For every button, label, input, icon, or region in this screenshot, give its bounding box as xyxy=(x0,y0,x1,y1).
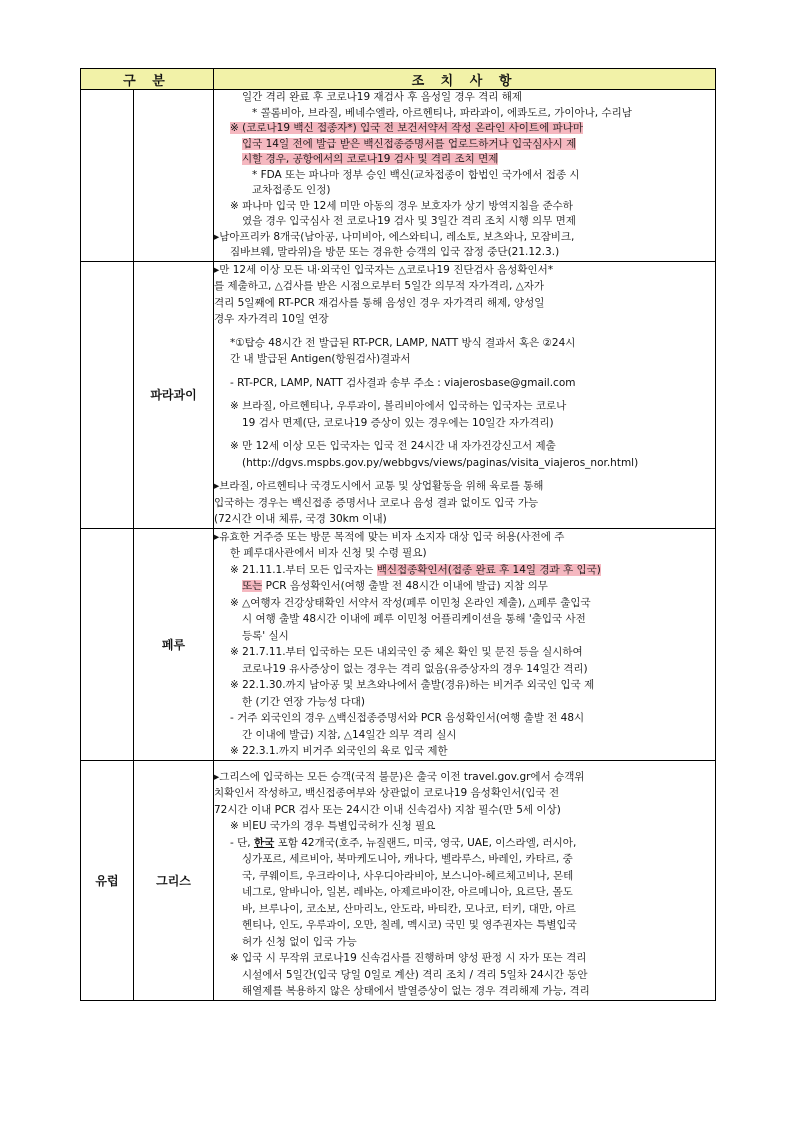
text-line xyxy=(214,578,715,595)
text-line: 치확인서 작성하고, 백신접종여부와 상관없이 코로나19 음성확인서(입국 전 xyxy=(214,787,560,799)
text-line: 시 여행 출발 48시간 이내에 페루 이민청 어플리케이션을 통해 '출입국 사전 xyxy=(242,613,586,625)
highlight-text: 백신접종확인서(접종 완료 후 14일 경과 후 입국) xyxy=(376,563,601,576)
text-line: 였을 경우 입국심사 전 코로나19 검사 및 3일간 격리 조치 시행 의무 면제 xyxy=(242,215,576,227)
text-line: 19 검사 면제(단, 코로나19 증상이 있는 경우에는 10일간 자가격리) xyxy=(242,416,554,429)
text-line: - RT-PCR, LAMP, NATT 검사결과 송부 주소 : viajerosbase@gmail.com xyxy=(230,376,576,389)
country-name-peru: 페루 xyxy=(134,528,214,760)
text-line xyxy=(214,152,715,168)
text-line xyxy=(214,562,715,579)
region-cell-empty xyxy=(81,90,134,262)
text-line: 격리 5일째에 RT-PCR 재검사를 통해 음성인 경우 자가격리 해제, 양성일 xyxy=(214,296,545,309)
text-line: 등록' 실시 xyxy=(242,629,289,642)
text-line: 간 이내에 발급) 지참, △14일간 의무 격리 실시 xyxy=(242,728,457,741)
text-line: ※ 파나마 입국 만 12세 미만 아동의 경우 보호자가 상기 방역지침을 준수하 xyxy=(230,199,573,212)
text-line: * FDA 또는 파나마 정부 승인 백신(교차접종이 합법인 국가에서 접종 시 xyxy=(252,168,580,181)
text-line: 를 제출하고, △검사를 받은 시점으로부터 5일간 의무적 자가격리, △자가 xyxy=(214,280,545,292)
text-line xyxy=(214,835,715,852)
text-line: ※ 브라질, 아르헨티나, 우루과이, 볼리비아에서 입국하는 입국자는 코로나 xyxy=(230,400,567,412)
text-line: ▸만 12세 이상 모든 내·외국인 입국자는 △코로나19 진단검사 음성확인서* xyxy=(214,263,554,276)
text-line xyxy=(214,137,715,153)
text-line xyxy=(214,121,715,137)
text-line: 한 (기간 연장 가능성 다대) xyxy=(242,695,365,708)
region-name-europe: 유럽 xyxy=(81,760,134,1000)
text-segment: - 단, xyxy=(230,836,254,849)
country-name-paraguay: 파라과이 xyxy=(134,261,214,528)
text-line: 72시간 이내 PCR 검사 또는 24시간 이내 신속검사) 지참 필수(만 5세 이상) xyxy=(214,803,561,816)
measures-table xyxy=(80,68,716,1001)
text-line: - 거주 외국인의 경우 △백신접종증명서와 PCR 음성확인서(여행 출발 전 48시 xyxy=(230,712,585,724)
table-row-peru xyxy=(81,528,716,760)
text-line: (http://dgvs.mspbs.gov.py/webbgvs/views/paginas/visita_viajeros_nor.html) xyxy=(242,456,639,469)
header-category: 구 분 xyxy=(81,69,214,90)
text-line: 국, 쿠웨이트, 우크라이나, 사우디아라비아, 보스니아-헤르체고비나, 몬테 xyxy=(242,869,574,882)
paraguay-content xyxy=(214,261,716,528)
table-row-panama xyxy=(81,90,716,262)
text-line: ▸유효한 거주증 또는 방문 목적에 맞는 비자 소지자 대상 입국 허용(사전에 주 xyxy=(214,530,565,543)
text-line: ※ 22.3.1.까지 비거주 외국인의 육로 입국 제한 xyxy=(230,745,448,757)
text-line: *①탑승 48시간 전 발급된 RT-PCR, LAMP, NATT 방식 결과서 혹은 ②24시 xyxy=(230,336,576,349)
text-line: ▸남아프리카 8개국(남아공, 나미비아, 에스와티니, 레소토, 보츠와나, 모잠비크, xyxy=(214,230,575,243)
greece-content xyxy=(214,760,716,1000)
highlight-text: 입국 14일 전에 발급 받은 백신접종증명서를 업로드하거나 입국심사시 제 xyxy=(242,137,577,150)
panama-content xyxy=(214,90,716,262)
text-line: 한 페루대사관에서 비자 신청 및 수령 필요) xyxy=(230,547,427,559)
text-line: 짐바브웨, 말라위)을 방문 또는 경유한 승객의 입국 잠정 중단(21.12.3.) xyxy=(230,246,560,258)
underlined-text: 한국 xyxy=(253,836,275,849)
text-segment: PCR 음성확인서(여행 출발 전 48시간 이내에 발급) 지참 의무 xyxy=(262,580,548,592)
text-line: ▸그리스에 입국하는 모든 승객(국적 불문)은 출국 이전 travel.gov.gr에서 승객위 xyxy=(214,770,585,783)
text-line: 간 내 발급된 Antigen(항원검사)결과서 xyxy=(230,353,411,365)
text-line: ▸브라질, 아르헨티나 국경도시에서 교통 및 상업활동을 위해 육로를 통해 xyxy=(214,480,544,492)
header-measures: 조 치 사 항 xyxy=(214,69,716,90)
country-cell-empty xyxy=(134,90,214,262)
text-line: 싱가포르, 세르비아, 북마케도니아, 캐나다, 벨라루스, 바레인, 카타르, 중 xyxy=(242,853,573,865)
text-line: 바, 브루나이, 코소보, 산마리노, 안도라, 바티칸, 모나코, 터키, 대만, 아르 xyxy=(242,902,576,915)
text-line: 해열제를 복용하지 않은 상태에서 발열증상이 없는 경우 격리해제 가능, 격리 xyxy=(242,985,590,997)
text-line: ※ 비EU 국가의 경우 특별입국허가 신청 필요 xyxy=(230,820,436,832)
text-line: 네그로, 알바니아, 일본, 레바논, 아제르바이잔, 아르메니아, 요르단, 몰도 xyxy=(242,886,573,898)
text-line: ※ 만 12세 이상 모든 입국자는 입국 전 24시간 내 자가건강신고서 제출 xyxy=(230,440,556,452)
text-line: 교차접종도 인정) xyxy=(252,184,331,196)
table-row-greece xyxy=(81,760,716,1000)
text-segment: ※ 21.11.1.부터 모든 입국자는 xyxy=(230,563,377,576)
text-line: 허가 신청 없이 입국 가능 xyxy=(242,935,357,948)
text-line: 코로나19 유사증상이 없는 경우는 격리 없음(유증상자의 경우 14일간 격리) xyxy=(242,662,588,675)
text-line: ※ 22.1.30.까지 남아공 및 보츠와나에서 출발(경유)하는 비거주 외국인 입국 제 xyxy=(230,679,595,691)
highlight-text: ※ (코로나19 백신 접종자*) 입국 전 보건서약서 작성 온라인 사이트에 파나마 xyxy=(230,122,583,134)
peru-content xyxy=(214,528,716,760)
text-line: * 콜롬비아, 브라질, 베네수엘라, 아르헨티나, 파라과이, 에콰도르, 가이아나, 수리남 xyxy=(252,106,632,119)
highlight-text: 또는 xyxy=(242,580,263,592)
table-row-paraguay xyxy=(81,261,716,528)
region-cell-empty xyxy=(81,261,134,528)
text-segment: 포함 42개국(호주, 뉴질랜드, 미국, 영국, UAE, 이스라엘, 러시아, xyxy=(274,836,577,849)
text-line: ※ 21.7.11.부터 입국하는 모든 내외국인 중 체온 확인 및 문진 등을 실시하여 xyxy=(230,646,583,658)
text-line: 시설에서 5일간(입국 당일 0일로 계산) 격리 조치 / 격리 5일차 24시간 동안 xyxy=(242,968,588,981)
text-line: ※ △여행자 건강상태확인 서약서 작성(페루 이민청 온라인 제출), △페루 출입국 xyxy=(230,596,591,609)
text-line: ※ 입국 시 무작위 코로나19 신속검사를 진행하며 양성 판정 시 자가 또는 격리 xyxy=(230,952,587,964)
highlight-text: 시할 경우, 공항에서의 코로나19 검사 및 격리 조치 면제 xyxy=(242,153,499,165)
text-line: 경우 자가격리 10일 연장 xyxy=(214,313,329,325)
text-line: 헨티나, 인도, 우루과이, 오만, 칠레, 멕시코) 국민 및 영주권자는 특별입국 xyxy=(242,919,577,931)
table-header xyxy=(81,69,716,90)
text-line: 일간 격리 완료 후 코로나19 재검사 후 음성일 경우 격리 해제 xyxy=(242,91,523,103)
text-line: (72시간 이내 체류, 국경 30km 이내) xyxy=(214,513,387,525)
country-name-greece: 그리스 xyxy=(134,760,214,1000)
region-cell-empty xyxy=(81,528,134,760)
text-line: 입국하는 경우는 백신접종 증명서나 코로나 음성 결과 없이도 입국 가능 xyxy=(214,496,539,509)
